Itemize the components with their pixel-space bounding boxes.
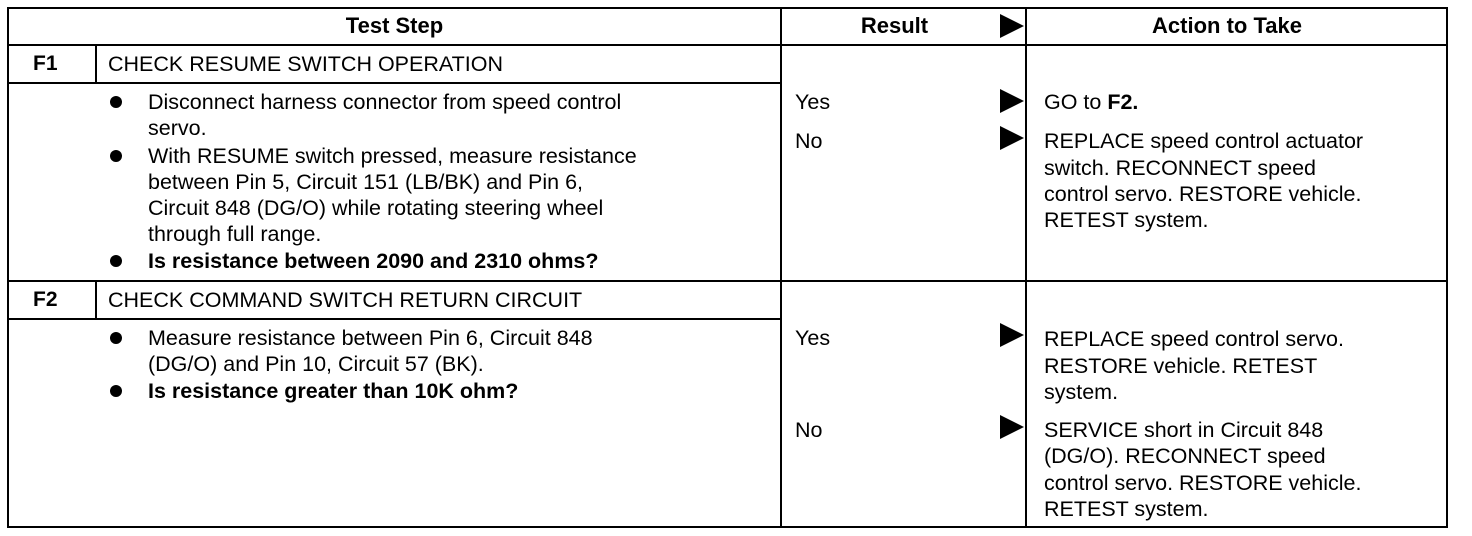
f1-yes-action-go: GO to — [1044, 90, 1108, 114]
f1-bullet-1-line-2: servo. — [148, 116, 207, 140]
f1-no-action-line-4: RETEST system. — [1044, 208, 1209, 232]
bullet-icon — [110, 332, 122, 344]
step-id-divider-f1 — [95, 44, 97, 84]
step-id-divider-f2 — [95, 280, 97, 320]
header-action: Action to Take — [1152, 13, 1302, 38]
f1-yes-action-target: F2 — [1107, 90, 1133, 114]
header-result: Result — [860, 13, 929, 38]
f2-result-yes: Yes — [795, 326, 831, 350]
test-step-result-divider — [780, 7, 782, 528]
table-top-border — [7, 7, 1448, 9]
result-action-divider — [1025, 7, 1027, 528]
f2-yes-arrow-icon — [1000, 323, 1024, 347]
f2-yes-action-line-2: RESTORE vehicle. RETEST — [1044, 354, 1318, 378]
f2-no-action-line-1: SERVICE short in Circuit 848 — [1044, 418, 1324, 442]
f1-result-no: No — [795, 129, 823, 153]
f2-bullet-1-line-1: Measure resistance between Pin 6, Circuit 848 — [148, 326, 593, 350]
f1-bullet-2-line-4: through full range. — [148, 222, 322, 246]
f1-no-action-line-3: control servo. RESTORE vehicle. — [1044, 182, 1362, 206]
step-title-f2: CHECK COMMAND SWITCH RETURN CIRCUIT — [108, 288, 583, 312]
f1-bullet-1-line-1: Disconnect harness connector from speed control — [148, 90, 622, 114]
step-id-f2: F2 — [33, 288, 58, 311]
f1-yes-arrow-icon — [1000, 89, 1024, 113]
f2-bullet-1-line-2: (DG/O) and Pin 10, Circuit 57 (BK). — [148, 352, 484, 376]
f2-result-no: No — [795, 418, 823, 442]
f1-yes-action — [1044, 89, 1138, 115]
header-arrow-icon — [1000, 14, 1024, 38]
f2-bullet-2-line-1: Is resistance greater than 10K ohm? — [148, 379, 519, 403]
f2-yes-action-line-1: REPLACE speed control servo. — [1044, 327, 1344, 351]
f1-f2-divider — [7, 280, 1448, 282]
table-bottom-border — [7, 526, 1448, 528]
header-divider — [7, 44, 1448, 46]
f1-no-action-line-2: switch. RECONNECT speed — [1044, 156, 1317, 180]
table-right-border — [1446, 7, 1448, 528]
f2-no-action-line-4: RETEST system. — [1044, 497, 1209, 521]
f1-title-divider — [7, 82, 782, 84]
f2-no-action-line-3: control servo. RESTORE vehicle. — [1044, 471, 1362, 495]
f2-yes-action-line-3: system. — [1044, 380, 1119, 404]
f1-bullet-2-line-1: With RESUME switch pressed, measure resistance — [148, 144, 637, 168]
f1-bullet-2-line-2: between Pin 5, Circuit 151 (LB/BK) and Pin 6, — [148, 170, 584, 194]
f2-no-action-line-2: (DG/O). RECONNECT speed — [1044, 444, 1326, 468]
f1-no-arrow-icon — [1000, 126, 1024, 150]
bullet-icon — [110, 385, 122, 397]
step-title-f1: CHECK RESUME SWITCH OPERATION — [108, 52, 503, 76]
bullet-icon — [110, 150, 122, 162]
f1-result-yes: Yes — [795, 90, 831, 114]
step-id-f1: F1 — [33, 52, 58, 75]
header-test-step: Test Step — [345, 13, 444, 38]
table-left-border — [7, 7, 9, 528]
f1-bullet-2-line-3: Circuit 848 (DG/O) while rotating steering wheel — [148, 196, 604, 220]
f2-no-arrow-icon — [1000, 415, 1024, 439]
f1-no-action-line-1: REPLACE speed control actuator — [1044, 129, 1364, 153]
f1-yes-action-period: . — [1132, 90, 1139, 114]
f1-bullet-3-line-1: Is resistance between 2090 and 2310 ohms? — [148, 249, 599, 273]
bullet-icon — [110, 96, 122, 108]
f2-title-divider — [7, 318, 782, 320]
bullet-icon — [110, 255, 122, 267]
